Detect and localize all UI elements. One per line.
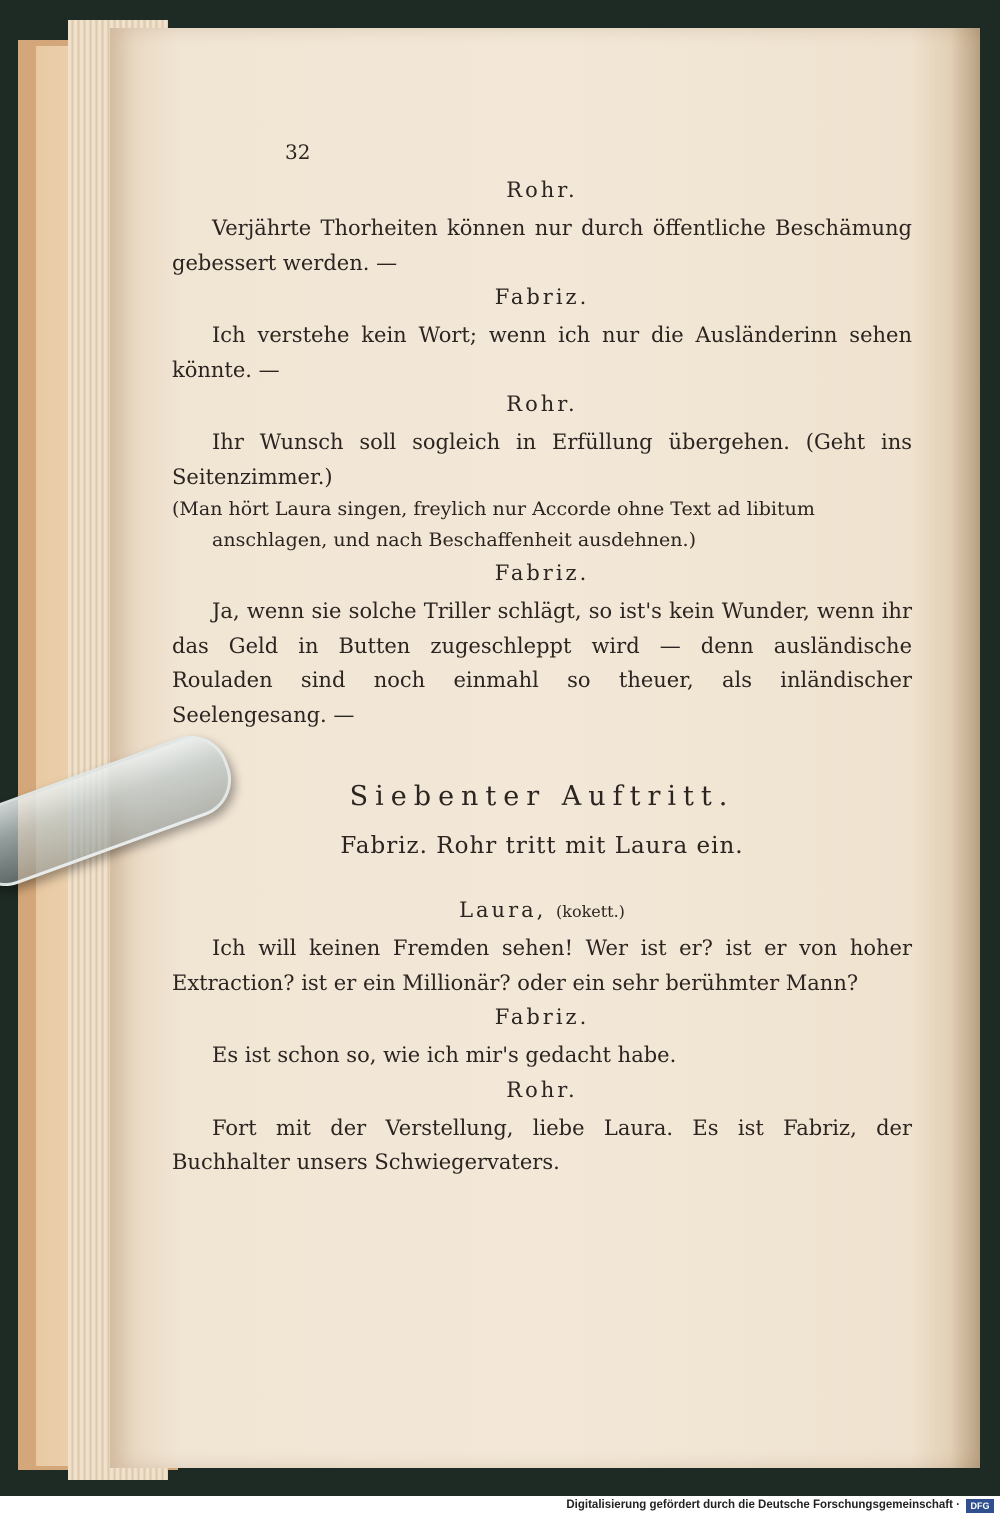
speech-text: Ja, wenn sie solche Triller schlägt, so ist's kein Wunder, wenn ihr das Geld in Butten zugeschleppt wird — denn ausländische Rouladen sind noch einmahl so theuer, als inländischer Seelengesang. — bbox=[172, 599, 912, 727]
scene-cast: Fabriz. Rohr tritt mit Laura ein. bbox=[340, 832, 744, 859]
footer-bar bbox=[0, 1496, 1000, 1518]
page-gutter-shadow bbox=[950, 28, 980, 1468]
speech-text: Es ist schon so, wie ich mir's gedacht habe. bbox=[212, 1043, 677, 1067]
page-number: 32 bbox=[285, 140, 311, 164]
speaker-label: Rohr. bbox=[506, 1077, 578, 1102]
speaker-label: Fabriz. bbox=[494, 285, 590, 309]
speaker-label: Rohr. bbox=[506, 392, 578, 416]
speaker-label: Rohr. bbox=[506, 178, 578, 202]
speaker-note: (kokett.) bbox=[556, 902, 625, 921]
speaker-name: Laura, bbox=[459, 898, 547, 922]
dfg-logo-icon: DFG bbox=[966, 1499, 994, 1513]
speaker-label-with-note bbox=[172, 893, 912, 931]
speech-text: Verjährte Thorheiten können nur durch öffentliche Beschämung gebessert werden. — bbox=[172, 216, 912, 275]
page-text bbox=[172, 135, 912, 1180]
stage-direction: (Man hört Laura singen, freylich nur Accorde ohne Text ad libitum anschlagen, und nach Beschaffenheit ausdehnen.) bbox=[172, 498, 815, 551]
footer-credit: Digitalisierung gefördert durch die Deutsche Forschungsgemeinschaft · bbox=[566, 1499, 960, 1511]
speaker-label: Fabriz. bbox=[494, 561, 590, 585]
speech-text: Ich verstehe kein Wort; wenn ich nur die Ausländerinn sehen könnte. — bbox=[172, 323, 912, 382]
speech-text: Ihr Wunsch soll sogleich in Erfüllung übergehen. (Geht ins Seitenzimmer.) bbox=[172, 430, 912, 489]
scene-heading: Siebenter Auftritt. bbox=[349, 781, 735, 812]
speech-text: Fort mit der Verstellung, liebe Laura. Es ist Fabriz, der Buchhalter unsers Schwiegervaters. bbox=[172, 1115, 912, 1174]
speaker-label: Fabriz. bbox=[494, 1005, 590, 1029]
speech-text: Ich will keinen Fremden sehen! Wer ist er? ist er von hoher Extraction? ist er ein Millionär? oder ein sehr berühmter Mann? bbox=[172, 936, 912, 995]
